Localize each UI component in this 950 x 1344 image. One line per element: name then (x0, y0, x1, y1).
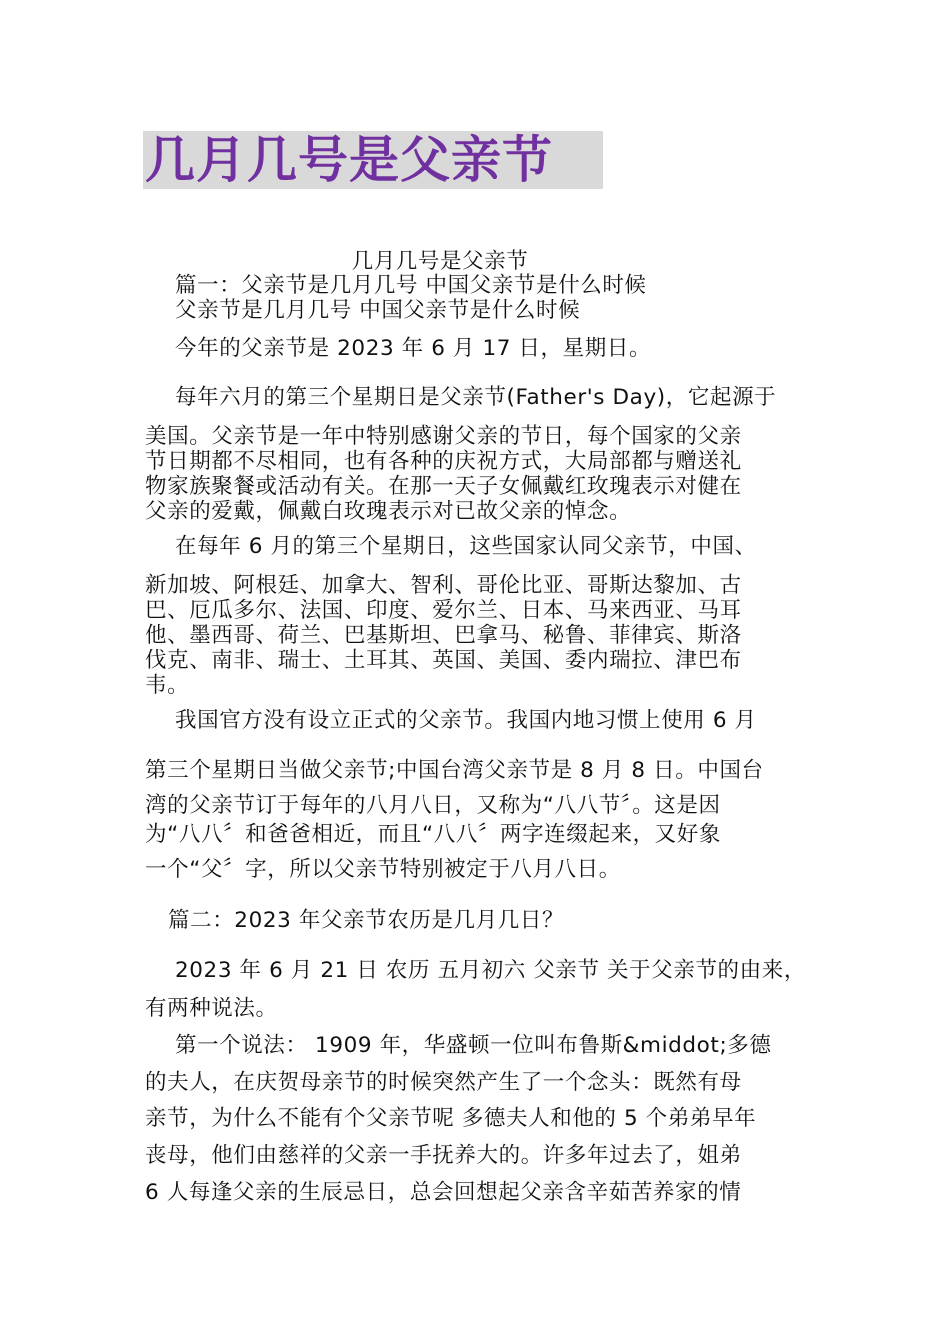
paragraph-line: 为“八八〞和爸爸相近，而且“八八〞两字连缀起来，又好象 (145, 822, 721, 847)
section-heading: 篇二：2023 年父亲节农历是几月几日？ (168, 908, 565, 933)
paragraph-line: 6 人每逢父亲的生辰忌日，总会回想起父亲含辛茹苦养家的情 (145, 1180, 742, 1205)
paragraph-line: 的夫人，在庆贺母亲节的时候突然产生了一个念头：既然有母 (145, 1070, 742, 1095)
paragraph-line: 第三个星期日当做父亲节;中国台湾父亲节是 8 月 8 日。中国台 (145, 758, 764, 783)
paragraph-line: 篇一：父亲节是几月几号 中国父亲节是什么时候 (175, 273, 647, 298)
paragraph-line: 一个“父〞字，所以父亲节特别被定于八月八日。 (145, 857, 621, 882)
paragraph-line: 湾的父亲节订于每年的八月八日，又称为“八八节〞。这是因 (145, 793, 721, 818)
paragraph-line: 有两种说法。 (145, 996, 278, 1021)
paragraph-line: 物家族聚餐或活动有关。在那一天子女佩戴红玫瑰表示对健在 (145, 474, 742, 499)
paragraph-line: 他、墨西哥、荷兰、巴基斯坦、巴拿马、秘鲁、菲律宾、斯洛 (145, 623, 742, 648)
paragraph-line: 2023 年 6 月 21 日 农历 五月初六 父亲节 关于父亲节的由来， (175, 958, 806, 983)
paragraph-line: 伐克、南非、瑞士、土耳其、英国、美国、委内瑞拉、津巴布 (145, 648, 742, 673)
paragraph-line: 在每年 6 月的第三个星期日，这些国家认同父亲节，中国、 (175, 534, 757, 559)
paragraph-line: 亲节，为什么不能有个父亲节呢 多德夫人和他的 5 个弟弟早年 (145, 1106, 757, 1131)
paragraph-line: 巴、厄瓜多尔、法国、印度、爱尔兰、日本、马来西亚、马耳 (145, 598, 742, 623)
paragraph-line: 今年的父亲节是 2023 年 6 月 17 日，星期日。 (175, 336, 652, 361)
document-title: 几月几号是父亲节 (145, 131, 553, 189)
paragraph-line: 我国官方没有设立正式的父亲节。我国内地习惯上使用 6 月 (175, 708, 757, 733)
paragraph-line: 父亲节是几月几号 中国父亲节是什么时候 (175, 298, 581, 323)
paragraph-line: 每年六月的第三个星期日是父亲节(Father's Day)，它起源于 (175, 385, 777, 410)
paragraph-line: 美国。父亲节是一年中特别感谢父亲的节日，每个国家的父亲 (145, 424, 742, 449)
paragraph-line: 丧母，他们由慈祥的父亲一手抚养大的。许多年过去了，姐弟 (145, 1143, 742, 1168)
paragraph-line: 父亲的爱戴，佩戴白玫瑰表示对已故父亲的悼念。 (145, 499, 632, 524)
paragraph-line: 节日期都不尽相同，也有各种的庆祝方式，大局部都与赠送礼 (145, 449, 742, 474)
paragraph-line: 新加坡、阿根廷、加拿大、智利、哥伦比亚、哥斯达黎加、古 (145, 573, 742, 598)
paragraph-line: 第一个说法： 1909 年，华盛顿一位叫布鲁斯&middot;多德 (175, 1033, 772, 1058)
paragraph-line: 韦。 (145, 673, 190, 698)
subtitle: 几月几号是父亲节 (351, 249, 529, 274)
